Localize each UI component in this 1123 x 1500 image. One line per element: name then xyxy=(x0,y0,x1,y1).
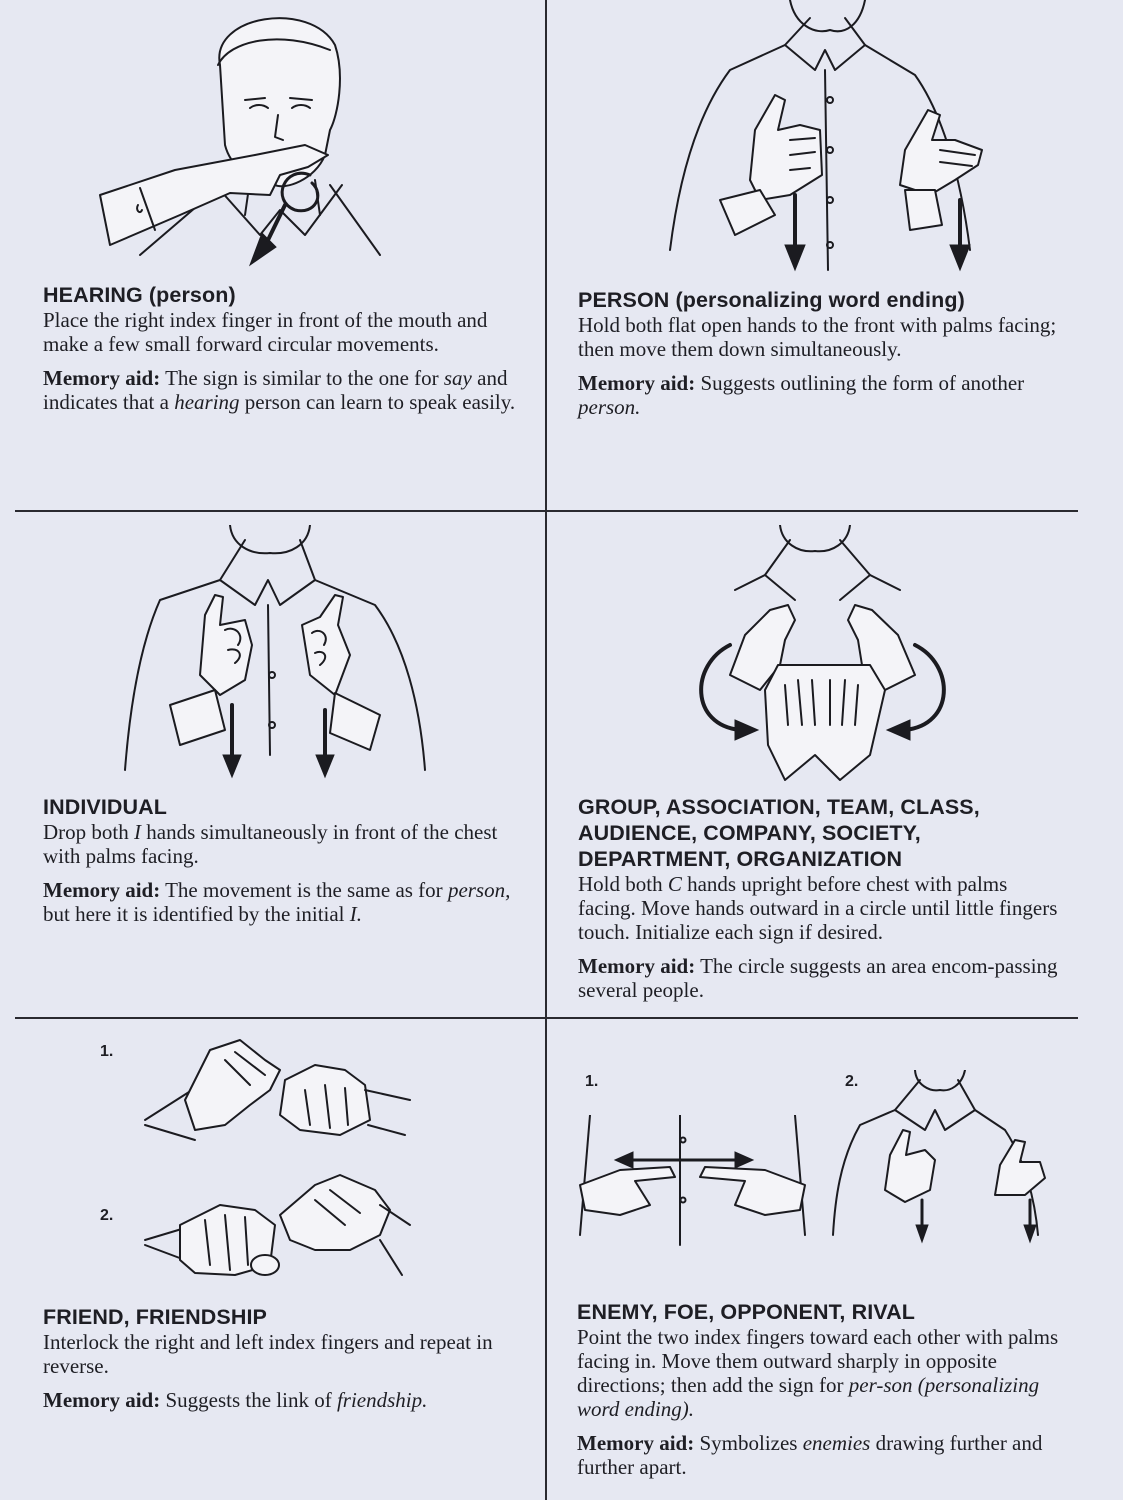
step-1-label: 1. xyxy=(585,1073,599,1090)
friend-sign-illustration-2 xyxy=(140,1165,415,1290)
group-sign-illustration xyxy=(690,525,960,790)
entry-hearing xyxy=(43,282,523,414)
row-divider-1 xyxy=(15,510,1078,512)
entry-group xyxy=(578,794,1068,1002)
column-divider xyxy=(545,0,547,1500)
step-2-label: 2. xyxy=(845,1073,859,1090)
memory-aid: Memory aid: Suggests the link of friendship. xyxy=(43,1388,428,1412)
person-sign-illustration xyxy=(660,0,1000,285)
entry-description: Interlock the right and left index fingers and repeat in reverse. xyxy=(43,1330,493,1378)
row-divider-2 xyxy=(15,1017,1078,1019)
enemy-sign-illustration-2 xyxy=(830,1070,1050,1245)
entry-title: PERSON (personalizing word ending) xyxy=(578,288,965,312)
entry-title: HEARING (person) xyxy=(43,283,236,307)
memory-aid: Memory aid: The sign is similar to the one for say and indicates that a hearing person can learn to speak easily. xyxy=(43,366,516,414)
entry-title: FRIEND, FRIENDSHIP xyxy=(43,1305,267,1329)
hearing-sign-illustration xyxy=(80,5,410,290)
memory-aid: Memory aid: Symbolizes enemies drawing further and further apart. xyxy=(577,1431,1043,1479)
entry-title: ENEMY, FOE, OPPONENT, RIVAL xyxy=(577,1300,915,1324)
entry-friend xyxy=(43,1304,523,1412)
friend-sign-illustration-1 xyxy=(140,1030,415,1150)
entry-title: GROUP, ASSOCIATION, TEAM, CLASS, AUDIENCE, COMPANY, SOCIETY, DEPARTMENT, ORGANIZATION xyxy=(578,795,980,871)
step-1-label: 1. xyxy=(100,1043,114,1060)
entry-description: Drop both I hands simultaneously in front of the chest with palms facing. xyxy=(43,820,498,868)
entry-description: Hold both flat open hands to the front with palms facing; then move them down simultaneously. xyxy=(578,313,1057,361)
entry-title: INDIVIDUAL xyxy=(43,795,168,819)
memory-aid: Memory aid: Suggests outlining the form of another person. xyxy=(578,371,1025,419)
enemy-sign-illustration-1 xyxy=(575,1115,810,1250)
entry-description: Point the two index fingers toward each other with palms facing in. Move them outward sharply in opposite directions; then add the sign for per-son (personalizing word ending). xyxy=(577,1325,1059,1421)
entry-enemy xyxy=(577,1299,1067,1479)
memory-aid: Memory aid: The circle suggests an area encom-passing several people. xyxy=(578,954,1058,1002)
entry-individual xyxy=(43,794,523,926)
step-2-label: 2. xyxy=(100,1207,114,1224)
entry-person xyxy=(578,287,1068,419)
individual-sign-illustration xyxy=(120,525,440,790)
entry-description: Hold both C hands upright before chest with palms facing. Move hands outward in a circle until little fingers touch. Initialize each sign if desired. xyxy=(578,872,1058,944)
memory-aid: Memory aid: The movement is the same as for person, but here it is identified by the initial I. xyxy=(43,878,511,926)
entry-description: Place the right index finger in front of the mouth and make a few small forward circular movements. xyxy=(43,308,488,356)
